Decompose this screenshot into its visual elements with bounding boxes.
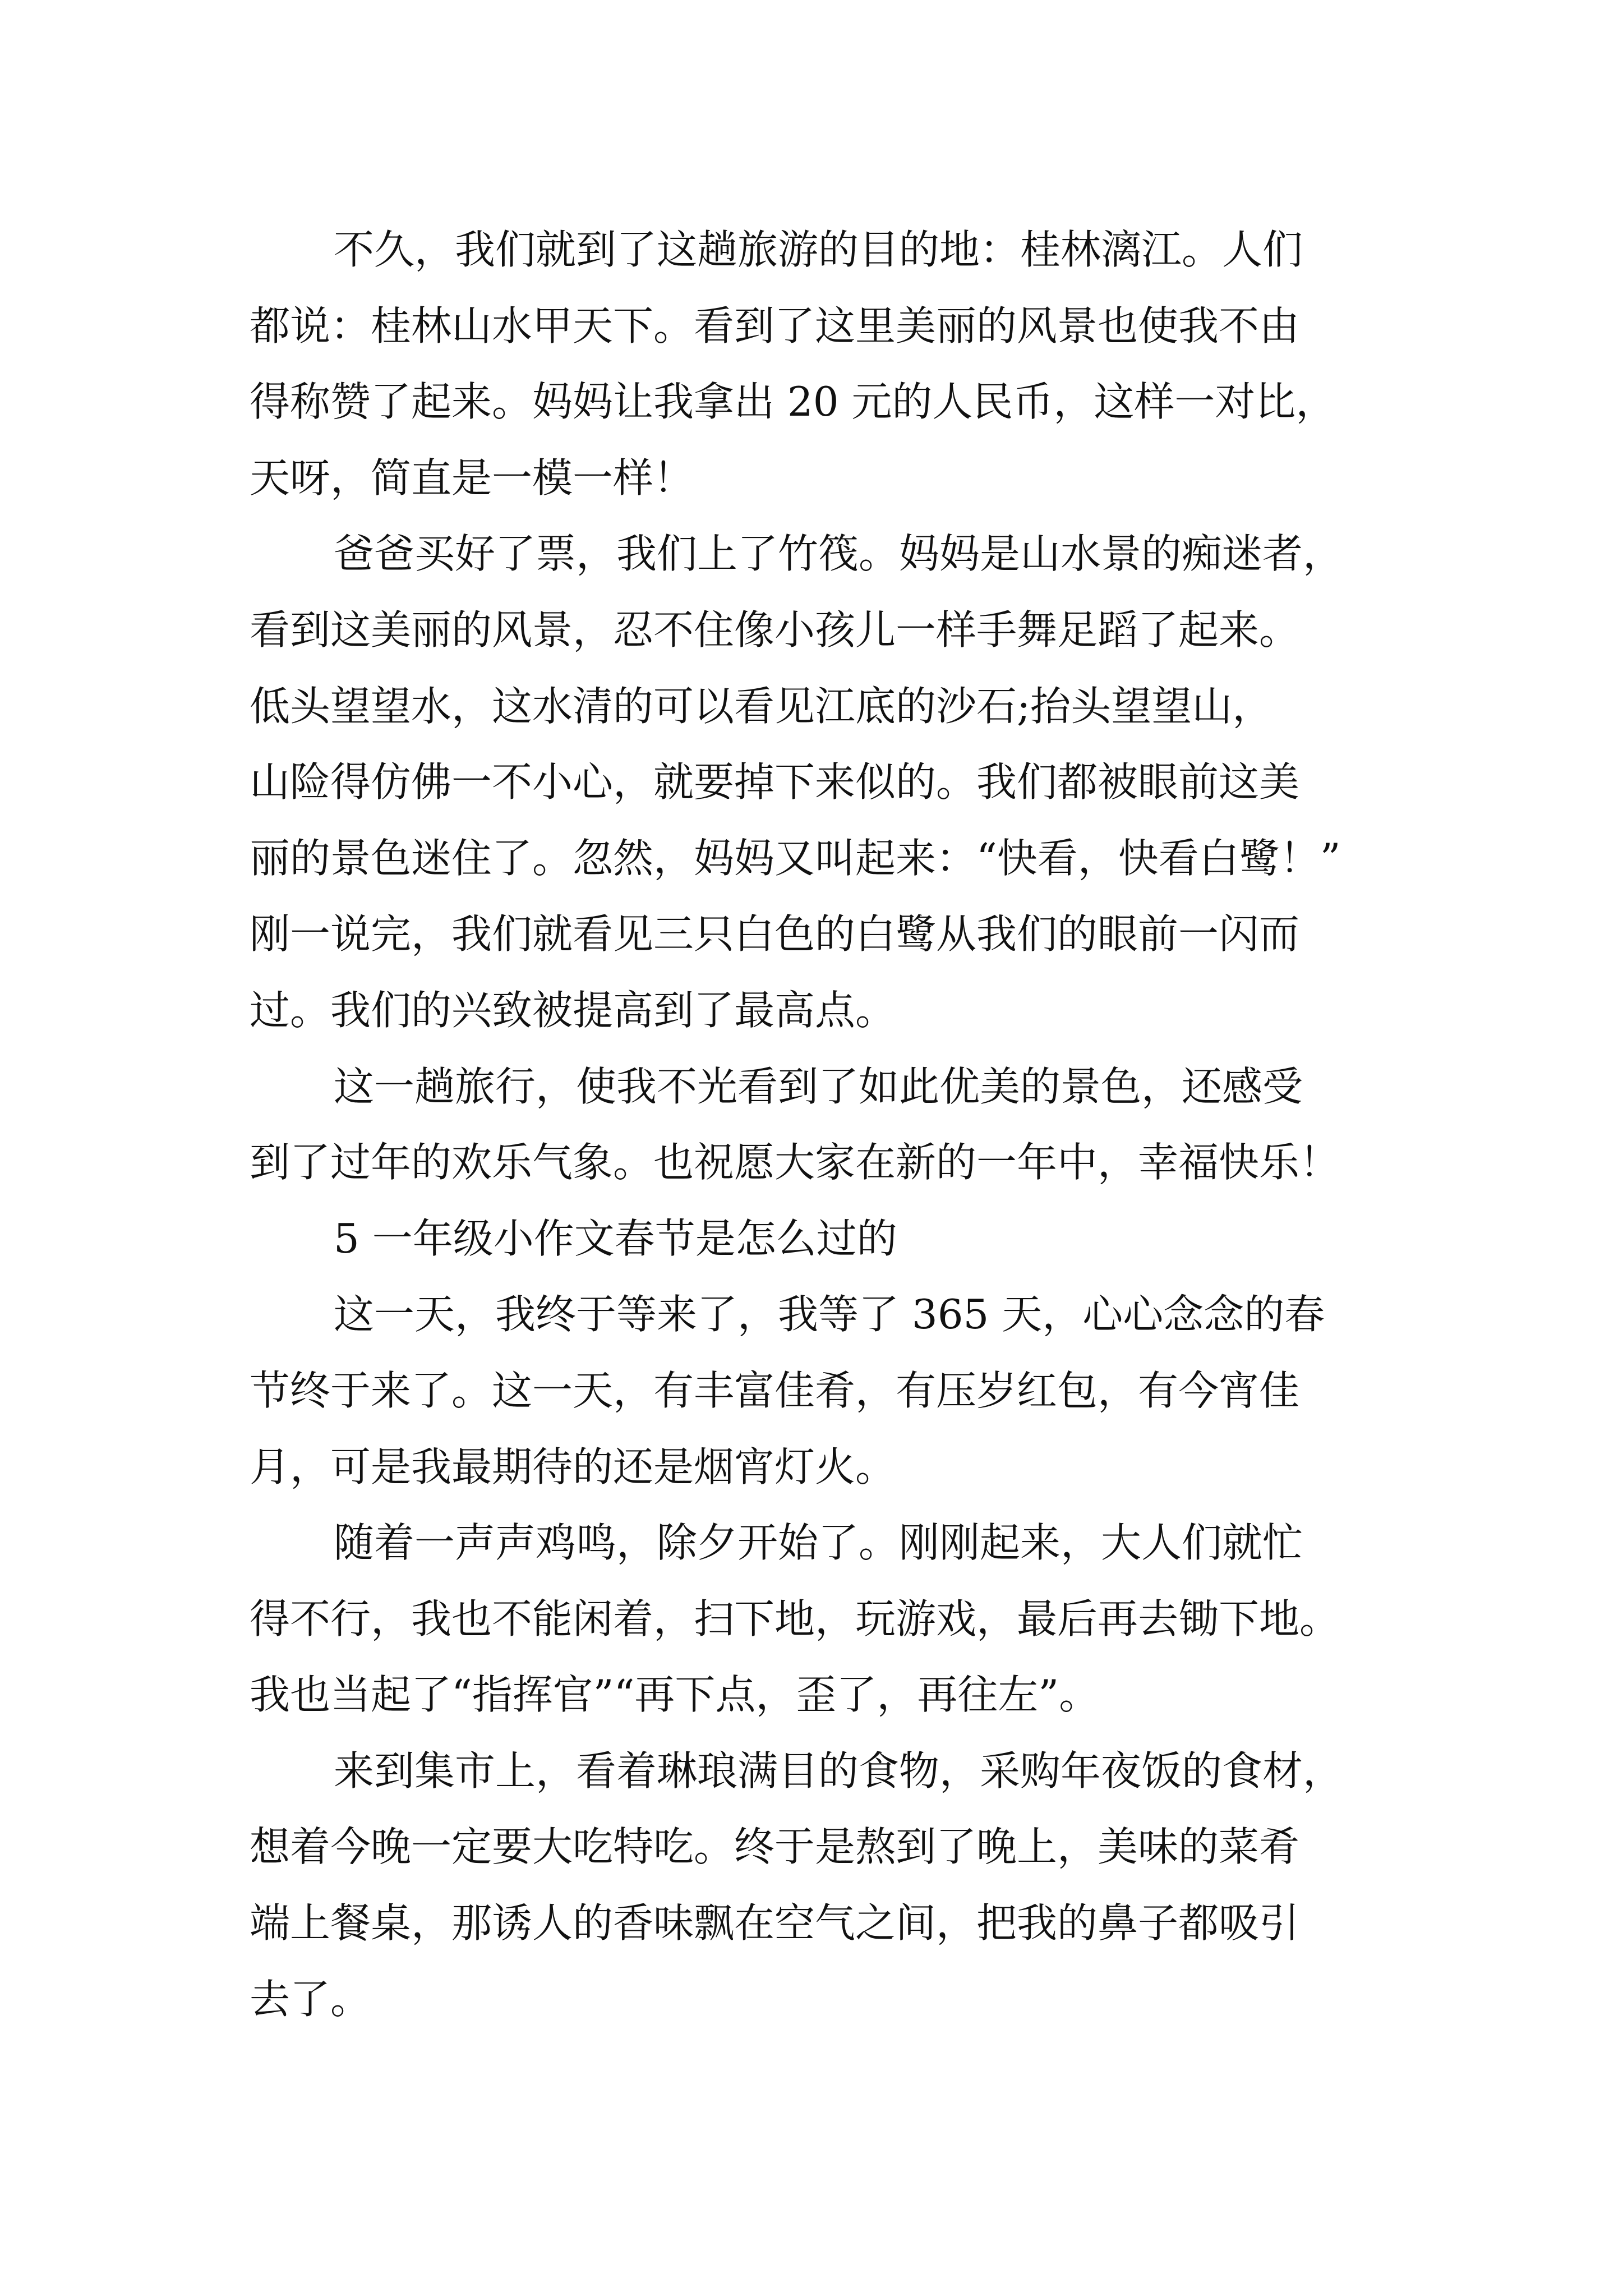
- text-line: 去了。: [250, 1975, 371, 2023]
- text-line: 月，可是我最期待的还是烟宵灯火。: [250, 1443, 896, 1490]
- text-line: 端上餐桌，那诱人的香味飘在空气之间，把我的鼻子都吸引: [250, 1899, 1300, 1947]
- text-line: 看到这美丽的风景，忍不住像小孩儿一样手舞足蹈了起来。: [250, 606, 1300, 654]
- paragraph: [250, 1277, 1405, 1505]
- text-line: 想着今晚一定要大吃特吃。终于是熬到了晚上，美味的菜肴: [250, 1823, 1300, 1871]
- text-line: 山险得仿佛一不小心，就要掉下来似的。我们都被眼前这美: [250, 758, 1300, 806]
- text-line: 节终于来了。这一天，有丰富佳肴，有压岁红包，有今宵佳: [250, 1366, 1300, 1414]
- text-line: 低头望望水，这水清的可以看见江底的沙石;抬头望望山，: [250, 682, 1273, 730]
- paragraph: [250, 212, 1405, 516]
- text-line: 这一天，我终于等来了，我等了 365 天，心心念念的春: [334, 1291, 1325, 1338]
- text-line: 我也当起了“指挥官”“再下点，歪了，再往左”。: [250, 1671, 1100, 1719]
- text-line: 爸爸买好了票，我们上了竹筏。妈妈是山水景的痴迷者，: [334, 530, 1344, 578]
- text-line: 得不行，我也不能闲着，扫下地，玩游戏，最后再去锄下地。: [250, 1595, 1340, 1642]
- text-line: 刚一说完，我们就看见三只白色的白鹭从我们的眼前一闪而: [250, 910, 1300, 958]
- text-line: 到了过年的欢乐气象。也祝愿大家在新的一年中，幸福快乐！: [250, 1139, 1340, 1186]
- text-line: 来到集市上，看着琳琅满目的食物，采购年夜饭的食材，: [334, 1747, 1344, 1795]
- paragraph: [250, 1049, 1405, 1201]
- text-line: 天呀，简直是一模一样！: [250, 454, 694, 501]
- heading-line: 5 一年级小作文春节是怎么过的: [334, 1214, 897, 1262]
- text-line: 都说：桂林山水甲天下。看到了这里美丽的风景也使我不由: [250, 302, 1300, 349]
- paragraph: [250, 1505, 1405, 1733]
- paragraph: [250, 516, 1405, 1048]
- text-line: 过。我们的兴致被提高到了最高点。: [250, 986, 896, 1034]
- text-line: 得称赞了起来。妈妈让我拿出 20 元的人民币，这样一对比，: [250, 378, 1336, 426]
- text-line: 这一趟旅行，使我不光看到了如此优美的景色，还感受: [334, 1062, 1303, 1110]
- document-body: [250, 212, 1405, 2037]
- paragraph: [250, 1733, 1405, 2037]
- text-line: 丽的景色迷住了。忽然，妈妈又叫起来：“快看，快看白鹭！”: [250, 834, 1341, 882]
- section-heading: [250, 1201, 1405, 1277]
- text-line: 随着一声声鸡鸣，除夕开始了。刚刚起来，大人们就忙: [334, 1519, 1303, 1567]
- text-line: 不久，我们就到了这趟旅游的目的地：桂林漓江。人们: [334, 226, 1303, 273]
